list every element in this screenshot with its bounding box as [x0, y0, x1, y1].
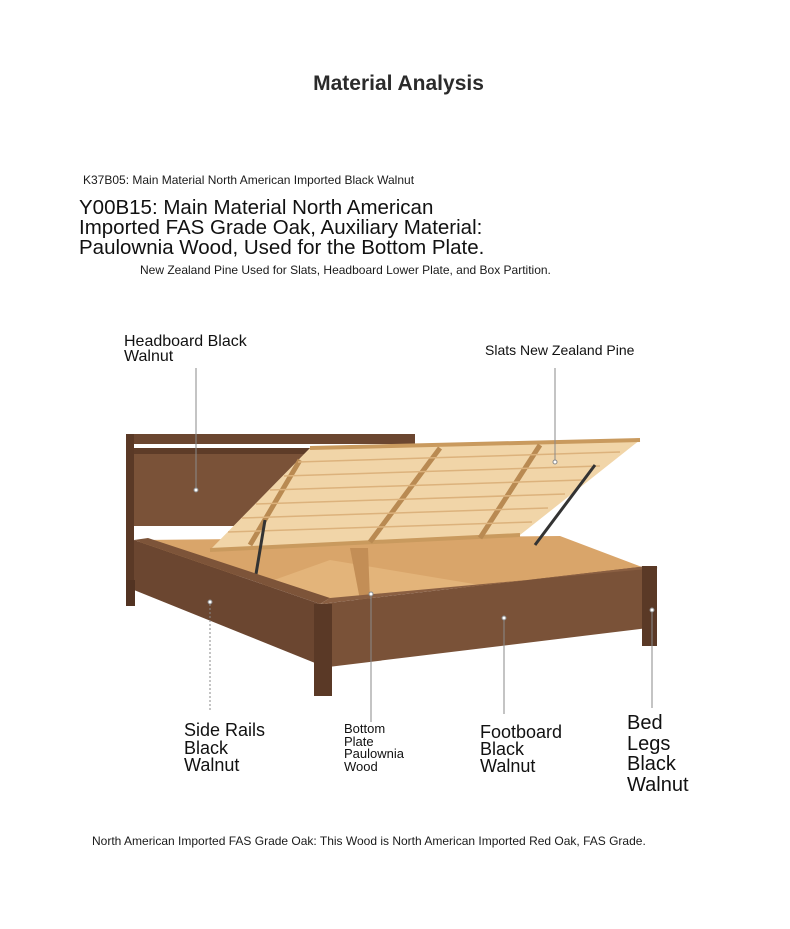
oak-footnote: North American Imported FAS Grade Oak: This Wood is North American Imported Red Oak, FAS Grade.	[92, 834, 646, 848]
y00b15-material-note: Y00B15: Main Material North American Imported FAS Grade Oak, Auxiliary Material: Paulownia Wood, Used for the Bottom Plate.	[79, 196, 485, 259]
headboard-label: Headboard Black Walnut	[124, 333, 247, 365]
side-rails-label: Side Rails Black Walnut	[184, 720, 266, 775]
bottom-plate-label: Bottom Plate Paulownia Wood	[344, 721, 404, 774]
slats-label: Slats New Zealand Pine	[485, 342, 635, 358]
bed-legs-label: Bed Legs Black Walnut	[627, 712, 689, 796]
k37b05-material-note: K37B05: Main Material North American Imported Black Walnut	[83, 173, 415, 187]
page-title: Material Analysis	[313, 72, 484, 95]
pine-usage-note: New Zealand Pine Used for Slats, Headboard Lower Plate, and Box Partition.	[140, 263, 551, 277]
footboard-label: Footboard Black Walnut	[480, 722, 563, 776]
